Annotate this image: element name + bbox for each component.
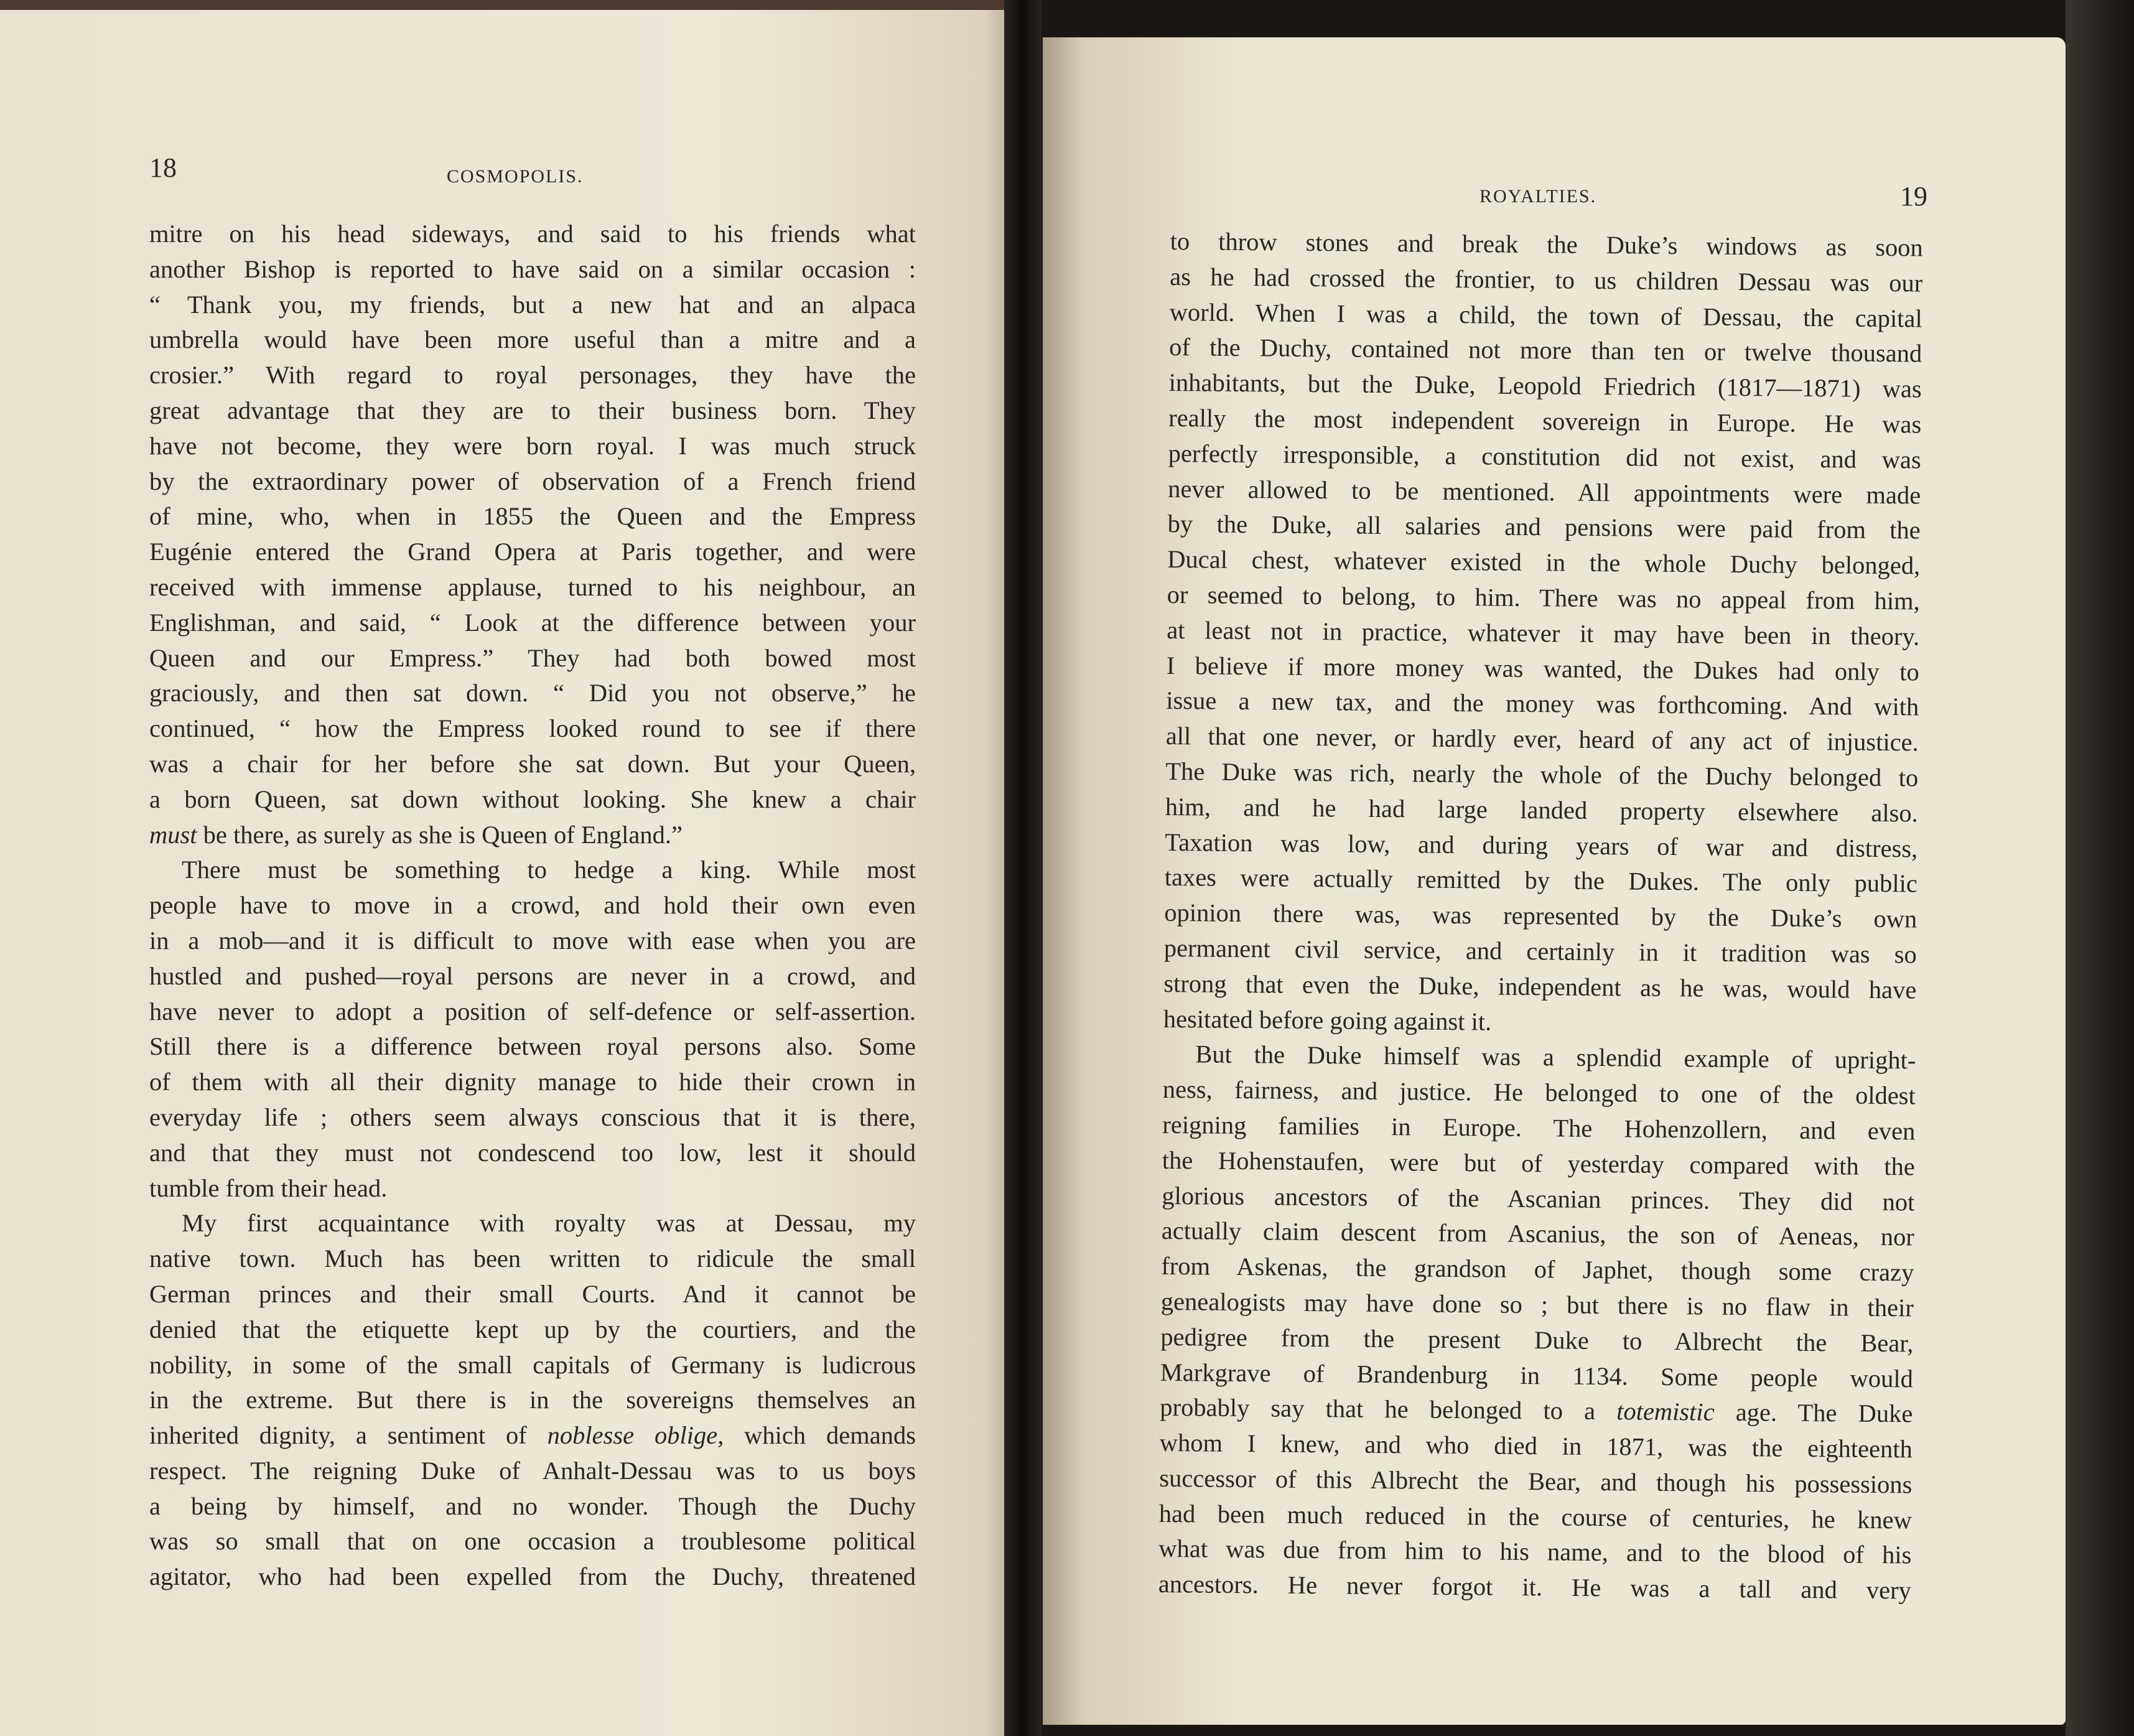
text-line: him, and he had large landed property elsewhere also.: [1165, 792, 1918, 828]
left-paragraph-2: [149, 852, 916, 1206]
left-paragraph-1: [149, 217, 916, 852]
text-line: to throw stones and break the Duke’s windows as soon: [1170, 226, 1923, 262]
text-line: denied that the etiquette kept up by the courtiers, and the: [149, 1315, 916, 1343]
text-line: reigning families in Europe. The Hohenzollern, and even: [1162, 1110, 1916, 1146]
text-line: of mine, who, when in 1855 the Queen and the Empress: [149, 502, 916, 531]
text-line: great advantage that they are to their business born. They: [149, 396, 916, 424]
right-page-number: 19: [1900, 181, 1927, 212]
right-running-head: ROYALTIES.: [1479, 186, 1597, 207]
text-line: pedigree from the present Duke to Albrecht the Bear,: [1160, 1322, 1914, 1358]
text-line: respect. The reigning Duke of Anhalt-Dessau was to us boys: [149, 1456, 916, 1485]
text-line: opinion there was, was represented by the Duke’s own: [1164, 898, 1917, 933]
text-line: genealogists may have done so ; but there is no flaw in their: [1160, 1287, 1914, 1322]
text-line: from Askenas, the grandson of Japhet, though some crazy: [1161, 1252, 1914, 1287]
text-line: was so small that on one occasion a troublesome political: [149, 1527, 916, 1556]
right-page-body: [1158, 224, 1923, 1609]
text-line: what was due from him to his name, and to the blood of his: [1158, 1534, 1912, 1569]
text-line: “ Thank you, my friends, but a new hat and an alpaca: [149, 290, 916, 319]
text-line: in a mob—and it is difficult to move with ease when you are: [149, 926, 916, 954]
text-line: But the Duke himself was a splendid example of upright-: [1195, 1040, 1916, 1075]
text-line: taxes were actually remitted by the Dukes. The only public: [1164, 863, 1917, 898]
text-line: native town. Much has been written to ridicule the small: [149, 1244, 916, 1273]
right-paragraph-2: [1158, 1037, 1916, 1608]
text-line: as he had crossed the frontier, to us children Dessau was our: [1170, 262, 1923, 297]
text-line: The Duke was rich, nearly the whole of the Duchy belonged to: [1165, 757, 1919, 792]
text-line: hesitated before going against it.: [1163, 1004, 1492, 1036]
text-line: by the Duke, all salaries and pensions were paid from the: [1167, 510, 1921, 544]
text-line: My first acquaintance with royalty was at Dessau, my: [182, 1209, 916, 1238]
text-line: the Hohenstaufen, were but of yesterday compared with the: [1162, 1146, 1916, 1181]
text-line: really the most independent sovereign in Europe. He was: [1168, 403, 1922, 439]
text-line: crosier.” With regard to royal personages, they have the: [149, 361, 916, 390]
text-line: Queen and our Empress.” They had both bowed most: [149, 643, 916, 672]
text-line: mitre on his head sideways, and said to his friends what: [149, 220, 916, 248]
left-page-body: [149, 217, 916, 1595]
text-line: have never to adopt a position of self-defence or self-assertion.: [149, 997, 916, 1025]
left-paragraph-3: [149, 1206, 916, 1595]
text-line: a being by himself, and no wonder. Though the Duchy: [149, 1491, 916, 1520]
text-line: hustled and pushed—royal persons are never in a crowd, and: [149, 961, 916, 990]
text-line: at least not in practice, whatever it may have been in theory.: [1167, 615, 1920, 651]
text-line: I believe if more money was wanted, the Dukes had only to: [1166, 651, 1919, 686]
text-line: continued, “ how the Empress looked round to see if there: [149, 714, 916, 743]
book-edge-right: [2066, 0, 2134, 1736]
text-line: Eugénie entered the Grand Opera at Paris together, and were: [149, 538, 916, 566]
left-page: [0, 10, 1024, 1736]
book-spine: [1004, 0, 1041, 1736]
text-line: perfectly irresponsible, a constitution did not exist, and was: [1168, 439, 1921, 474]
text-line: had been much reduced in the course of centuries, he knew: [1158, 1499, 1913, 1534]
right-page: [1043, 37, 2066, 1725]
text-line: world. When I was a child, the town of Dessau, the capital: [1169, 297, 1922, 333]
text-line: Taxation was low, and during years of war and distress,: [1165, 828, 1918, 863]
text-line: tumble from their head.: [149, 1174, 388, 1202]
text-line: probably say that he belonged to a totemistic age. The Duke: [1160, 1393, 1913, 1428]
text-line: a born Queen, sat down without looking. She knew a chair: [149, 785, 916, 813]
text-line: issue a new tax, and the money was forthcoming. And with: [1166, 686, 1919, 721]
text-line: by the extraordinary power of observation of a French friend: [149, 467, 916, 495]
right-paragraph-1: [1163, 224, 1923, 1043]
text-line: inhabitants, but the Duke, Leopold Friedrich (1817—1871) was: [1168, 368, 1922, 403]
text-line: in the extreme. But there is in the sovereigns themselves an: [149, 1386, 916, 1414]
text-line: inherited dignity, a sentiment of noblesse oblige, which demands: [149, 1421, 916, 1450]
text-line: was a chair for her before she sat down. But your Queen,: [149, 749, 916, 778]
text-line: people have to move in a crowd, and hold their own even: [149, 891, 916, 920]
text-line: permanent civil service, and certainly in it tradition was so: [1163, 933, 1917, 969]
text-line: must be there, as surely as she is Queen of England.”: [149, 820, 683, 849]
left-page-number: 18: [149, 152, 177, 183]
text-line: ancestors. He never forgot it. He was a tall and very: [1158, 1570, 1912, 1605]
text-line: Markgrave of Brandenburg in 1134. Some people would: [1160, 1358, 1914, 1393]
text-line: graciously, and then sat down. “ Did you not observe,” he: [149, 679, 916, 707]
text-line: or seemed to belong, to him. There was no appeal from him,: [1167, 580, 1920, 615]
text-line: never allowed to be mentioned. All appointments were made: [1168, 474, 1921, 510]
text-line: everyday life ; others seem always conscious that it is there,: [149, 1103, 916, 1131]
text-line: actually claim descent from Ascanius, the son of Aeneas, nor: [1161, 1216, 1915, 1251]
text-line: received with immense applause, turned to his neighbour, an: [149, 572, 916, 601]
text-line: German princes and their small Courts. And it cannot be: [149, 1279, 916, 1308]
text-line: and that they must not condescend too low, lest it should: [149, 1138, 916, 1167]
left-running-head: COSMOPOLIS.: [447, 166, 584, 187]
text-line: whom I knew, and who died in 1871, was the eighteenth: [1159, 1429, 1913, 1463]
text-line: nobility, in some of the small capitals of Germany is ludicrous: [149, 1350, 916, 1379]
text-line: successor of this Albrecht the Bear, and though his possessions: [1159, 1463, 1913, 1499]
text-line: of them with all their dignity manage to hide their crown in: [149, 1068, 916, 1096]
text-line: have not become, they were born royal. I was much struck: [149, 431, 916, 460]
text-line: Ducal chest, whatever existed in the whole Duchy belonged,: [1167, 545, 1921, 580]
text-line: Still there is a difference between royal persons also. Some: [149, 1032, 916, 1061]
text-line: ness, fairness, and justice. He belonged to one of the oldest: [1162, 1075, 1916, 1110]
text-line: umbrella would have been more useful than a mitre and a: [149, 325, 916, 354]
text-line: all that one never, or hardly ever, heard of any act of injustice.: [1165, 722, 1919, 757]
text-line: Englishman, and said, “ Look at the difference between your: [149, 608, 916, 637]
text-line: strong that even the Duke, independent as he was, would have: [1163, 969, 1917, 1004]
text-line: agitator, who had been expelled from the Duchy, threatened: [149, 1562, 916, 1591]
text-line: There must be something to hedge a king. While most: [182, 856, 916, 884]
text-line: another Bishop is reported to have said on a similar occasion :: [149, 254, 916, 283]
text-line: glorious ancestors of the Ascanian princes. They did not: [1162, 1181, 1915, 1216]
text-line: of the Duchy, contained not more than ten or twelve thousand: [1169, 333, 1922, 368]
